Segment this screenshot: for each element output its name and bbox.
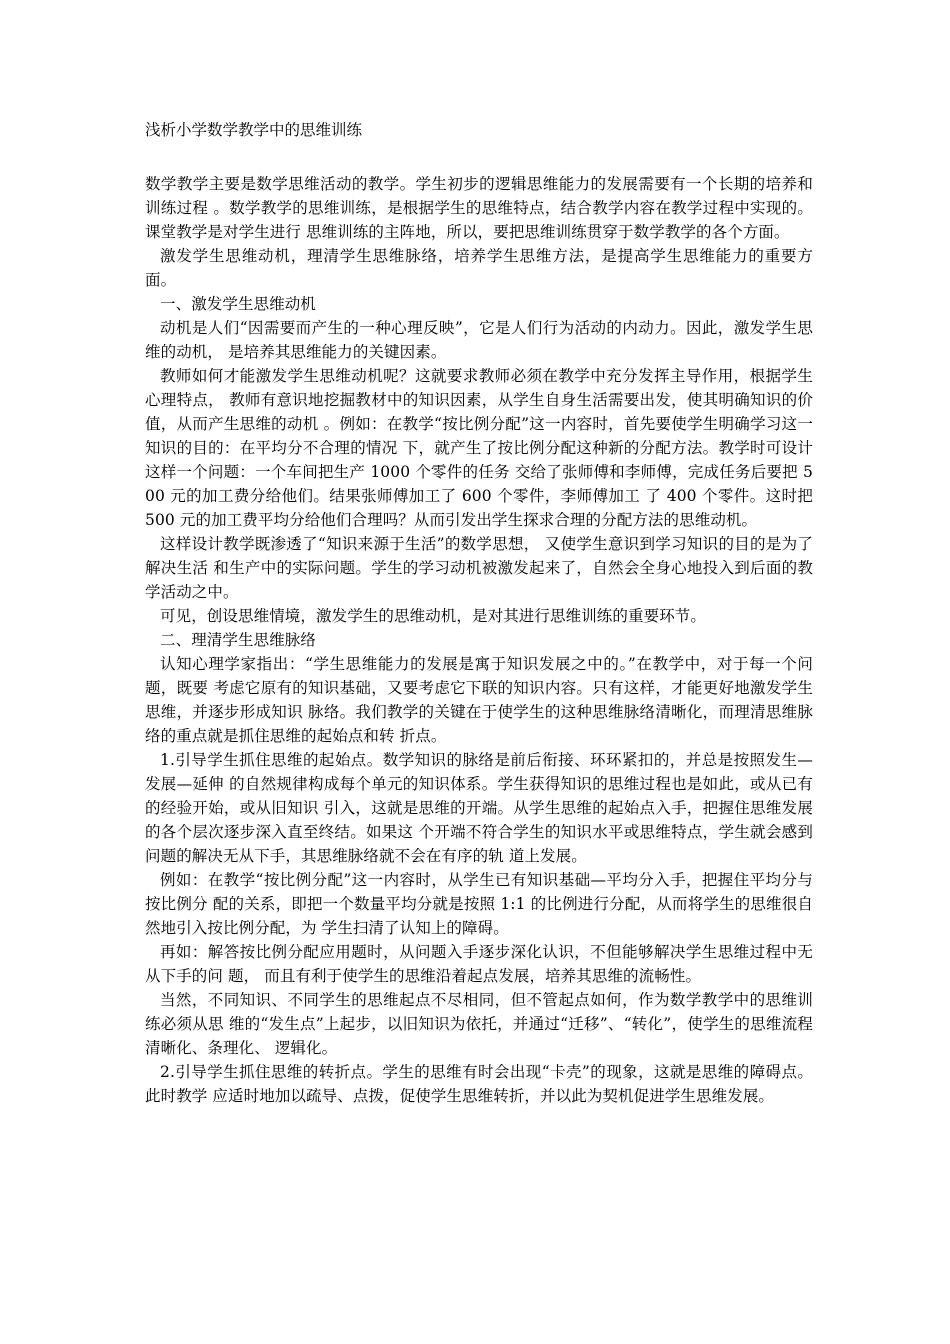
paragraph: 例如：在教学“按比例分配”这一内容时，从学生已有知识基础—平均分入手，把握住平均分与按比例分 配的关系，即把一个数量平均分就是按照 1:1 的比例进行分配，从而将学生的思维很自然地引入按比例分配，为 学生扫清了认知上的障碍。 [145, 871, 813, 937]
section-heading-1: 一、激发学生思维动机 [160, 295, 317, 313]
section-heading-2: 二、理清学生思维脉络 [160, 631, 317, 649]
paragraph: 2.引导学生抓住思维的转折点。学生的思维有时会出现“卡壳”的现象，这就是思维的障碍点。此时教学 应适时地加以疏导、点拨，促使学生思维转折，并以此为契机促进学生思维发展。 [145, 1063, 813, 1105]
paragraph-intro: 数学教学主要是数学思维活动的教学。学生初步的逻辑思维能力的发展需要有一个长期的培养和训练过程 。数学教学的思维训练，是根据学生的思维特点，结合教学内容在教学过程中实现的。课堂教学是对学生进行 思维训练的主阵地，所以，要把思维训练贯穿于数学教学的各个方面。 [145, 175, 813, 241]
paragraph: 认知心理学家指出：“学生思维能力的发展是寓于知识发展之中的。”在教学中，对于每一个问题，既要 考虑它原有的知识基础，又要考虑它下联的知识内容。只有这样，才能更好地激发学生思维，并逐步形成知识 脉络。我们教学的关键在于使学生的这种思维脉络清晰化，而理清思维脉络的重点就是抓住思维的起始点和转 折点。 [145, 655, 813, 745]
paragraph: 这样设计教学既渗透了“知识来源于生活”的数学思想， 又使学生意识到学习知识的目的是为了解决生活 和生产中的实际问题。学生的学习动机被激发起来了，自然会全身心地投入到后面的教学活动之中。 [145, 535, 813, 601]
paragraph: 动机是人们“因需要而产生的一种心理反映”，它是人们行为活动的内动力。因此，激发学生思维的动机， 是培养其思维能力的关键因素。 [145, 319, 813, 361]
paragraph: 1.引导学生抓住思维的起始点。数学知识的脉络是前后衔接、环环紧扣的，并总是按照发生—发展—延伸 的自然规律构成每个单元的知识体系。学生获得知识的思维过程也是如此，或从已有的经验开始，或从旧知识 引入，这就是思维的开端。从学生思维的起始点入手，把握住思维发展的各个层次逐步深入直至终结。如果这 个开端不符合学生的知识水平或思维特点，学生就会感到问题的解决无从下手，其思维脉络就不会在有序的轨 道上发展。 [145, 751, 813, 865]
paragraph: 教师如何才能激发学生思维动机呢？这就要求教师必须在教学中充分发挥主导作用，根据学生心理特点， 教师有意识地挖掘教材中的知识因素，从学生自身生活需要出发，使其明确知识的价值，从而产生思维的动机 。例如：在教学“按比例分配”这一内容时，首先要使学生明确学习这一知识的目的：在平均分不合理的情况 下，就产生了按比例分配这种新的分配方法。教学时可设计这样一个问题：一个车间把生产 1000 个零件的任务 交给了张师傅和李师傅，完成任务后要把 500 元的加工费分给他们。结果张师傅加工了 600 个零件，李师傅加工 了 400 个零件。这时把 500 元的加工费平均分给他们合理吗？从而引发出学生探求合理的分配方法的思维动机。 [145, 367, 813, 529]
paragraph: 可见，创设思维情境，激发学生的思维动机，是对其进行思维训练的重要环节。 [160, 607, 707, 625]
paragraph: 当然，不同知识、不同学生的思维起点不尽相同，但不管起点如何，作为数学教学中的思维训练必须从思 维的“发生点”上起步，以旧知识为依托，并通过“迁移”、“转化”，使学生的思维流程清晰化、条理化、 逻辑化。 [145, 991, 813, 1057]
paragraph-thesis: 激发学生思维动机，理清学生思维脉络，培养学生思维方法，是提高学生思维能力的重要方面。 [145, 247, 813, 289]
paragraph: 再如：解答按比例分配应用题时，从问题入手逐步深化认识，不但能够解决学生思维过程中无从下手的问 题， 而且有利于使学生的思维沿着起点发展，培养其思维的流畅性。 [145, 943, 813, 985]
document-title: 浅析小学数学教学中的思维训练 [145, 121, 363, 139]
document-page [145, 118, 813, 1108]
